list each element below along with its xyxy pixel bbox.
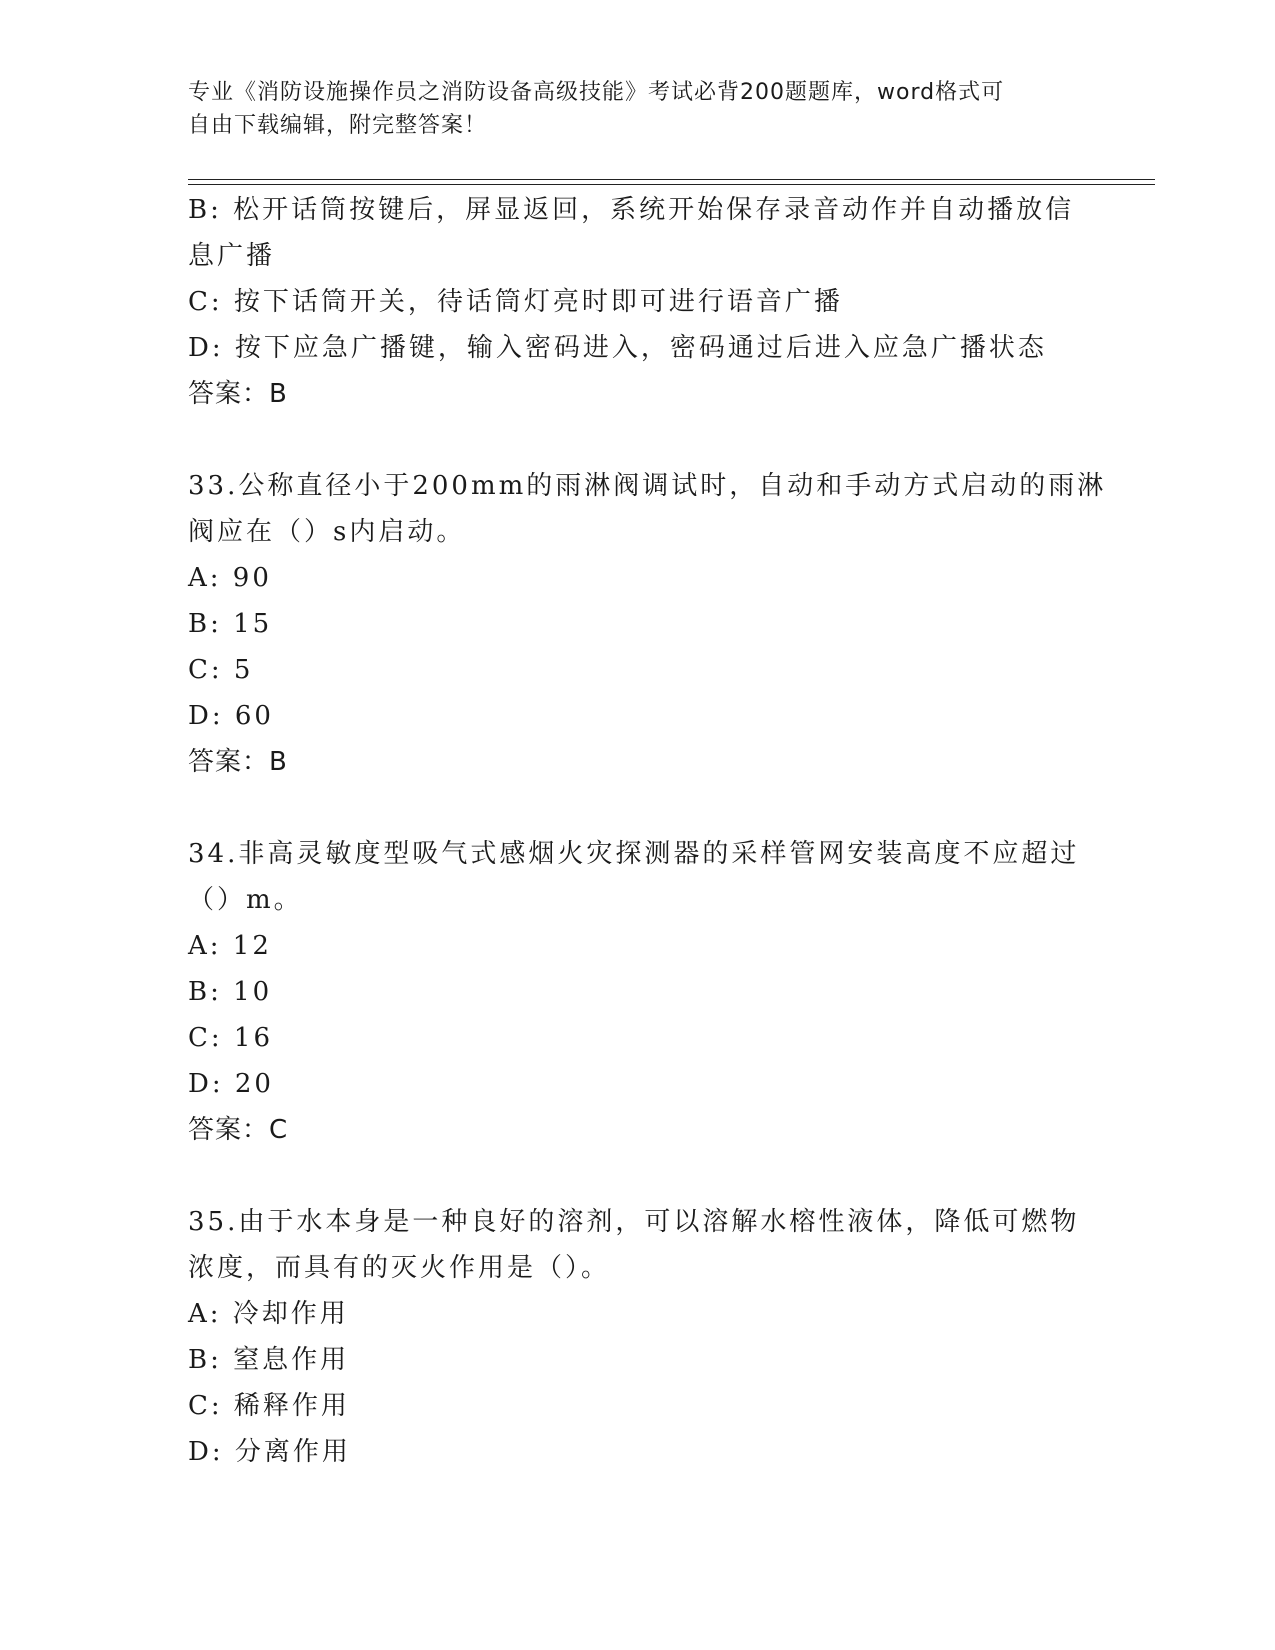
option-d: D: 按下应急广播键，输入密码进入，密码通过后进入应急广播状态: [188, 333, 1047, 363]
header-line-1: 专业《消防设施操作员之消防设备高级技能》考试必背200题题库，word格式可: [188, 80, 1005, 105]
question-34: [188, 831, 1088, 1153]
question-stem: 34.非高灵敏度型吸气式感烟火灾探测器的采样管网安装高度不应超过: [188, 839, 1080, 869]
option-a: A: 冷却作用: [188, 1299, 349, 1329]
option-b: B: 10: [188, 977, 273, 1007]
question-stem: 35.由于水本身是一种良好的溶剂，可以溶解水榕性液体，降低可燃物: [188, 1207, 1080, 1237]
option-a: A: 90: [188, 563, 272, 593]
header-divider-bottom: [188, 184, 1155, 185]
option-b: B: 窒息作用: [188, 1345, 350, 1375]
option-b: B: 松开话筒按键后，屏显返回，系统开始保存录音动作并自动播放信: [188, 195, 1075, 225]
document-header: [188, 76, 1068, 142]
question-stem: 33.公称直径小于200mm的雨淋阀调试时，自动和手动方式启动的雨淋: [188, 471, 1107, 501]
option-d: D: 20: [188, 1069, 274, 1099]
question-list: [188, 187, 1107, 1475]
option-c: C: 5: [188, 655, 254, 685]
answer: 答案：C: [188, 1115, 289, 1145]
option-d: D: 60: [188, 701, 274, 731]
question-33: [188, 463, 1107, 785]
question-35: [188, 1199, 1088, 1475]
option-d: D: 分离作用: [188, 1437, 351, 1467]
option-b-cont: 息广播: [188, 241, 276, 271]
option-c: C: 16: [188, 1023, 274, 1053]
question-stem-cont: （）m。: [188, 885, 303, 915]
question-stem-cont: 浓度，而具有的灭火作用是（）。: [188, 1253, 611, 1283]
question-stem-cont: 阀应在（）s内启动。: [188, 517, 466, 547]
option-b: B: 15: [188, 609, 273, 639]
header-divider-top: [188, 179, 1155, 180]
answer: 答案：B: [188, 747, 288, 777]
header-line-2: 自由下载编辑，附完整答案！: [188, 113, 488, 138]
option-a: A: 12: [188, 931, 272, 961]
option-c: C: 稀释作用: [188, 1391, 350, 1421]
option-c: C: 按下话筒开关，待话筒灯亮时即可进行语音广播: [188, 287, 843, 317]
answer: 答案：B: [188, 379, 288, 409]
prev-question: [188, 187, 1088, 417]
